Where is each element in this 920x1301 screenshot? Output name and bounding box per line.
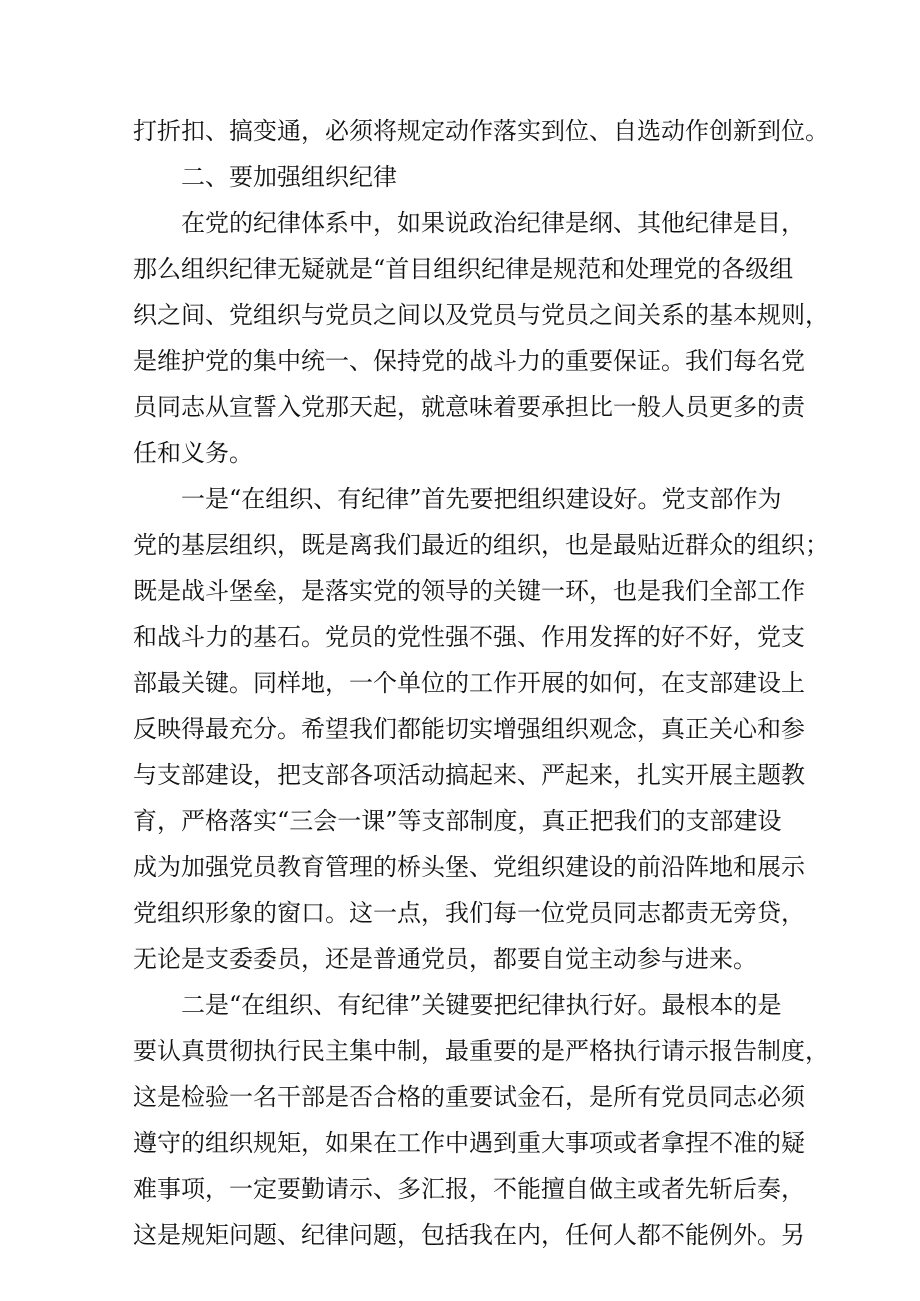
line-text: 一是“在组织、有纪律”首先要把组织建设好。党支部作为 [181,485,782,513]
line-text: 要认真贯彻执行民主集中制，最重要的是严格执行请示报告制度， [133,1037,829,1065]
text-line [0,338,920,384]
text-line [0,614,920,660]
text-line [0,936,920,982]
line-text: 党的基层组织，既是离我们最近的组织，也是最贴近群众的组织； [133,531,829,559]
text-line [0,200,920,246]
line-text: 与支部建设，把支部各项活动搞起来、严起来，扎实开展主题教 [133,761,805,789]
line-text: 打折扣、搞变通，必须将规定动作落实到位、自选动作创新到位。 [133,117,829,145]
text-line [0,890,920,936]
line-text: 这是规矩问题、纪律问题，包括我在内，任何人都不能例外。另 [133,1221,805,1249]
line-text: 在党的纪律体系中，如果说政治纪律是纲、其他纪律是目， [181,209,805,237]
line-text: 是维护党的集中统一、保持党的战斗力的重要保证。我们每名党 [133,347,805,375]
line-text: 育，严格落实“三会一课”等支部制度，真正把我们的支部建设 [133,807,782,835]
line-text: 和战斗力的基石。党员的党性强不强、作用发挥的好不好，党支 [133,623,805,651]
line-text: 遵守的组织规矩，如果在工作中遇到重大事项或者拿捏不准的疑 [133,1129,805,1157]
line-text: 既是战斗堡垒，是落实党的领导的关键一环，也是我们全部工作 [133,577,805,605]
section-heading [0,154,920,200]
text-line [0,522,920,568]
text-line [0,706,920,752]
text-line [0,1166,920,1212]
text-line [0,982,920,1028]
text-line [0,798,920,844]
line-text: 二是“在组织、有纪律”关键要把纪律执行好。最根本的是 [181,991,782,1019]
text-line [0,844,920,890]
text-line [0,476,920,522]
line-text: 任和义务。 [133,439,253,467]
text-line [0,660,920,706]
line-text: 党组织形象的窗口。这一点，我们每一位党员同志都责无旁贷， [133,899,805,927]
text-line [0,430,920,476]
text-line [0,568,920,614]
line-text: 二、要加强组织纪律 [181,163,397,191]
text-line [0,1120,920,1166]
line-text: 无论是支委委员，还是普通党员，都要自觉主动参与进来。 [133,945,757,973]
line-text: 部最关键。同样地，一个单位的工作开展的如何，在支部建设上 [133,669,805,697]
line-text: 难事项，一定要勤请示、多汇报，不能擅自做主或者先斩后奏， [133,1175,805,1203]
line-text: 织之间、党组织与党员之间以及党员与党员之间关系的基本规则， [133,301,829,329]
line-text: 反映得最充分。希望我们都能切实增强组织观念，真正关心和参 [133,715,805,743]
text-line [0,384,920,430]
text-line [0,108,920,154]
line-text: 那么组织纪律无疑就是“首目组织纪律是规范和处理党的各级组 [133,255,794,283]
text-line [0,246,920,292]
line-text: 成为加强党员教育管理的桥头堡、党组织建设的前沿阵地和展示 [133,853,805,881]
text-line [0,1074,920,1120]
text-line [0,1212,920,1258]
line-text: 这是检验一名干部是否合格的重要试金石，是所有党员同志必须 [133,1083,805,1111]
text-line [0,752,920,798]
text-line [0,292,920,338]
text-line [0,1028,920,1074]
line-text: 员同志从宣誓入党那天起，就意味着要承担比一般人员更多的责 [133,393,805,421]
